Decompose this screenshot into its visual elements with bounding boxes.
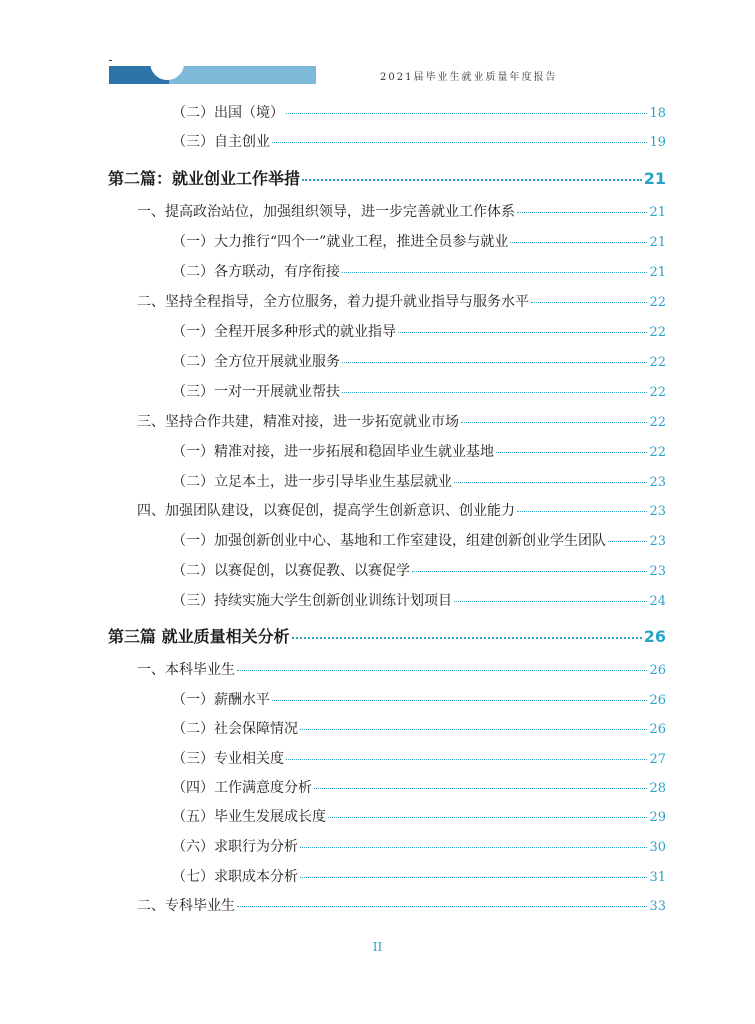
toc-section-entry[interactable] <box>137 291 666 311</box>
toc-subsection-entry[interactable] <box>172 321 666 341</box>
toc-entry-label: （三）专业相关度 <box>172 751 284 767</box>
toc-entry-label: （一）精准对接，进一步拓展和稳固毕业生就业基地 <box>172 444 494 460</box>
toc-subsection-entry[interactable] <box>172 866 666 886</box>
toc-page-number: 18 <box>649 106 666 121</box>
toc-entry-label: （一）薪酬水平 <box>172 692 270 708</box>
toc-page-number: 23 <box>649 475 666 490</box>
toc-entry-label: 二、专科毕业生 <box>137 898 235 914</box>
toc-dot-leader <box>314 787 647 789</box>
toc-entry-label: （二）全方位开展就业服务 <box>172 354 340 370</box>
toc-dot-leader <box>496 451 647 453</box>
toc-entry-label: （六）求职行为分析 <box>172 839 298 855</box>
toc-dot-leader <box>328 816 647 818</box>
toc-entry-label: 第三篇 就业质量相关分析 <box>108 627 290 646</box>
toc-dot-leader <box>461 421 647 423</box>
toc-entry-label: （四）工作满意度分析 <box>172 780 312 796</box>
toc-dot-leader <box>302 178 642 181</box>
toc-subsection-entry[interactable] <box>172 777 666 797</box>
toc-part-entry[interactable] <box>108 624 666 647</box>
toc-subsection-entry[interactable] <box>172 560 666 580</box>
toc-subsection-entry[interactable] <box>172 102 666 122</box>
toc-subsection-entry[interactable] <box>172 718 666 738</box>
toc-section-entry[interactable] <box>137 895 666 915</box>
toc-entry-label: （三）持续实施大学生创新创业训练计划项目 <box>172 593 452 609</box>
toc-dot-leader <box>272 699 647 701</box>
toc-dot-leader <box>272 141 647 143</box>
toc-page-number: 27 <box>649 752 666 767</box>
toc-page-number: 26 <box>643 627 666 646</box>
toc-page-number: 22 <box>649 445 666 460</box>
toc-dot-leader <box>454 481 647 483</box>
toc-entry-label: （二）各方联动，有序衔接 <box>172 264 340 280</box>
toc-entry-label: （七）求职成本分析 <box>172 869 298 885</box>
toc-page-number: 22 <box>649 355 666 370</box>
toc-page-number: 22 <box>649 385 666 400</box>
toc-dot-leader <box>531 301 647 303</box>
toc-page-number: 23 <box>649 564 666 579</box>
toc-subsection-entry[interactable] <box>172 261 666 281</box>
toc-page-number: 22 <box>649 295 666 310</box>
toc-subsection-entry[interactable] <box>172 806 666 826</box>
report-title: 2021届毕业生就业质量年度报告 <box>380 72 558 83</box>
toc-entry-label: 二、坚持全程指导，全方位服务，着力提升就业指导与服务水平 <box>137 294 529 310</box>
page-number: II <box>372 940 383 954</box>
toc-entry-label: 第二篇：就业创业工作举措 <box>108 169 301 188</box>
toc-dot-leader <box>517 211 647 213</box>
toc-entry-label: （三）自主创业 <box>172 134 270 150</box>
toc-page-number: 30 <box>649 840 666 855</box>
toc-page-number: 19 <box>649 135 666 150</box>
toc-entry-label: （一）加强创新创业中心、基地和工作室建设，组建创新创业学生团队 <box>172 533 606 549</box>
toc-subsection-entry[interactable] <box>172 381 666 401</box>
toc-section-entry[interactable] <box>137 659 666 679</box>
toc-subsection-entry[interactable] <box>172 131 666 151</box>
toc-entry-label: 三、坚持合作共建，精准对接，进一步拓宽就业市场 <box>137 414 459 430</box>
toc-subsection-entry[interactable] <box>172 530 666 550</box>
toc-entry-label: （二）以赛促创，以赛促教、以赛促学 <box>172 563 410 579</box>
toc-part-entry[interactable] <box>108 166 666 189</box>
toc-entry-label: （一）全程开展多种形式的就业指导 <box>172 324 396 340</box>
toc-entry-label: （二）出国（境） <box>172 105 284 121</box>
toc-subsection-entry[interactable] <box>172 471 666 491</box>
toc-dot-leader <box>398 331 647 333</box>
toc-section-entry[interactable] <box>137 201 666 221</box>
toc-page-number: 33 <box>649 899 666 914</box>
toc-dot-leader <box>342 271 647 273</box>
toc-page-number: 21 <box>643 169 666 188</box>
toc-subsection-entry[interactable] <box>172 441 666 461</box>
toc-dot-leader <box>510 241 647 243</box>
toc-dot-leader <box>608 540 647 542</box>
toc-subsection-entry[interactable] <box>172 836 666 856</box>
toc-page-number: 22 <box>649 415 666 430</box>
toc-dot-leader <box>286 758 647 760</box>
toc-subsection-entry[interactable] <box>172 689 666 709</box>
toc-section-entry[interactable] <box>137 411 666 431</box>
toc-entry-label: （三）一对一开展就业帮扶 <box>172 384 340 400</box>
toc-dot-leader <box>300 728 647 730</box>
toc-entry-label: 一、本科毕业生 <box>137 662 235 678</box>
toc-dot-leader <box>412 570 647 572</box>
toc-subsection-entry[interactable] <box>172 748 666 768</box>
toc-page-number: 21 <box>649 205 666 220</box>
toc-page-number: 23 <box>649 504 666 519</box>
toc-dot-leader <box>517 510 647 512</box>
toc-page-number: 23 <box>649 534 666 549</box>
toc-entry-label: 四、加强团队建设，以赛促创，提高学生创新意识、创业能力 <box>137 503 515 519</box>
toc-entry-label: （二）社会保障情况 <box>172 721 298 737</box>
toc-dot-leader <box>292 636 642 639</box>
toc-page-number: 28 <box>649 781 666 796</box>
toc-entry-label: （一）大力推行“四个一”就业工程，推进全员参与就业 <box>172 234 509 250</box>
toc-dot-leader <box>286 112 647 114</box>
toc-page-number: 21 <box>649 265 666 280</box>
toc-subsection-entry[interactable] <box>172 231 666 251</box>
toc-dot-leader <box>237 669 647 671</box>
toc-subsection-entry[interactable] <box>172 351 666 371</box>
toc-dot-leader <box>342 391 647 393</box>
toc-page-number: 24 <box>649 594 666 609</box>
toc-dot-leader <box>300 876 647 878</box>
toc-entry-label: （二）立足本土，进一步引导毕业生基层就业 <box>172 474 452 490</box>
toc-dot-leader <box>454 600 647 602</box>
toc-subsection-entry[interactable] <box>172 590 666 610</box>
toc-dot-leader <box>342 361 647 363</box>
toc-page-number: 31 <box>649 870 666 885</box>
toc-dot-leader <box>237 905 647 907</box>
toc-page-number: 26 <box>649 722 666 737</box>
toc-section-entry[interactable] <box>137 500 666 520</box>
toc-page-number: 22 <box>649 325 666 340</box>
toc-dot-leader <box>300 846 647 848</box>
toc-page-number: 21 <box>649 235 666 250</box>
toc-page-number: 26 <box>649 693 666 708</box>
toc-page-number: 29 <box>649 810 666 825</box>
toc-entry-label: （五）毕业生发展成长度 <box>172 809 326 825</box>
toc-entry-label: 一、提高政治站位，加强组织领导，进一步完善就业工作体系 <box>137 204 515 220</box>
toc-page-number: 26 <box>649 663 666 678</box>
